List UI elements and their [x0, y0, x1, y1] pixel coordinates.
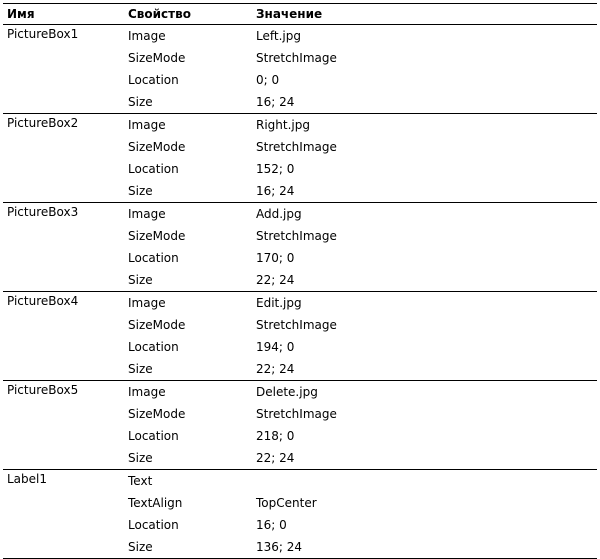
value-cell: 16; 0 [256, 518, 287, 532]
control-name-cell [3, 447, 124, 470]
control-name-cell [3, 47, 124, 69]
control-name-cell [3, 91, 124, 114]
property-cell: SizeMode [128, 51, 186, 65]
value-cell: 22; 24 [256, 273, 295, 287]
property-cell: TextAlign [128, 496, 183, 510]
value-cell: Add.jpg [252, 203, 597, 226]
table-row [3, 425, 597, 447]
header-property: Свойство [124, 4, 252, 25]
control-name-cell [3, 180, 124, 203]
table-row [3, 536, 597, 559]
property-cell: Image [124, 292, 252, 315]
property-cell: Location [128, 251, 179, 265]
control-group [3, 25, 597, 114]
property-cell: Location [128, 340, 179, 354]
property-cell: Image [124, 114, 252, 137]
control-name-cell: PictureBox3 [3, 203, 124, 226]
value-cell: StretchImage [256, 318, 337, 332]
table-row [3, 292, 597, 315]
property-cell: SizeMode [128, 140, 186, 154]
control-group [3, 381, 597, 470]
value-cell: 136; 24 [252, 536, 597, 559]
header-value: Значение [252, 4, 597, 25]
control-group [3, 470, 597, 559]
control-name-cell [3, 425, 124, 447]
table-row [3, 203, 597, 226]
table-row [3, 247, 597, 269]
value-cell: 218; 0 [256, 429, 295, 443]
table-row [3, 114, 597, 137]
control-group [3, 114, 597, 203]
table-row [3, 69, 597, 91]
value-cell: 22; 24 [256, 451, 295, 465]
control-name-cell [3, 492, 124, 514]
table-row [3, 403, 597, 425]
control-name-cell [3, 536, 124, 559]
property-cell: Size [128, 362, 153, 376]
table-row [3, 269, 597, 292]
value-cell: Left.jpg [252, 25, 597, 48]
table-row [3, 136, 597, 158]
table-row [3, 447, 597, 470]
property-cell: Location [128, 162, 179, 176]
property-cell: Location [128, 429, 179, 443]
value-cell: 22; 24 [256, 362, 295, 376]
value-cell: 0; 0 [256, 73, 280, 87]
value-cell: StretchImage [256, 407, 337, 421]
value-cell: 16; 24 [256, 184, 295, 198]
control-name-cell [3, 69, 124, 91]
property-cell: Location [128, 73, 179, 87]
control-name-cell [3, 336, 124, 358]
value-cell: Edit.jpg [252, 292, 597, 315]
table-row [3, 158, 597, 180]
table-row [3, 180, 597, 203]
value-cell: StretchImage [256, 51, 337, 65]
control-name-cell [3, 158, 124, 180]
table-row [3, 314, 597, 336]
table-row [3, 514, 597, 536]
control-name-cell [3, 358, 124, 381]
table-row [3, 358, 597, 381]
control-name-cell [3, 314, 124, 336]
table-row [3, 25, 597, 48]
table-row [3, 381, 597, 404]
value-cell: Delete.jpg [252, 381, 597, 404]
control-name-cell: PictureBox4 [3, 292, 124, 315]
control-name-cell [3, 269, 124, 292]
header-row [3, 4, 597, 25]
control-name-cell [3, 136, 124, 158]
value-cell: 16; 24 [256, 95, 295, 109]
property-cell: Size [128, 95, 153, 109]
property-cell: SizeMode [128, 229, 186, 243]
control-name-cell: PictureBox5 [3, 381, 124, 404]
property-cell: Size [128, 451, 153, 465]
value-cell: StretchImage [256, 229, 337, 243]
property-cell: Location [128, 518, 179, 532]
header-name: Имя [3, 4, 124, 25]
property-cell: Size [128, 273, 153, 287]
table-row [3, 91, 597, 114]
table-header [3, 4, 597, 25]
properties-table [3, 3, 597, 559]
table-row [3, 225, 597, 247]
property-cell: SizeMode [128, 318, 186, 332]
control-name-cell [3, 225, 124, 247]
control-name-cell [3, 247, 124, 269]
value-cell: TopCenter [256, 496, 317, 510]
property-cell: SizeMode [128, 407, 186, 421]
value-cell: 152; 0 [256, 162, 295, 176]
control-name-cell [3, 514, 124, 536]
value-cell [252, 470, 597, 493]
table-row [3, 470, 597, 493]
table-row [3, 336, 597, 358]
value-cell: StretchImage [256, 140, 337, 154]
value-cell: Right.jpg [252, 114, 597, 137]
property-cell: Image [124, 25, 252, 48]
table-row [3, 492, 597, 514]
control-name-cell: PictureBox1 [3, 25, 124, 48]
property-cell: Size [128, 184, 153, 198]
value-cell: 170; 0 [256, 251, 295, 265]
control-name-cell: Label1 [3, 470, 124, 493]
value-cell: 194; 0 [256, 340, 295, 354]
property-cell: Size [124, 536, 252, 559]
property-cell: Image [124, 203, 252, 226]
table-row [3, 47, 597, 69]
control-group [3, 292, 597, 381]
control-group [3, 203, 597, 292]
control-name-cell: PictureBox2 [3, 114, 124, 137]
property-cell: Image [124, 381, 252, 404]
property-cell: Text [124, 470, 252, 493]
control-name-cell [3, 403, 124, 425]
